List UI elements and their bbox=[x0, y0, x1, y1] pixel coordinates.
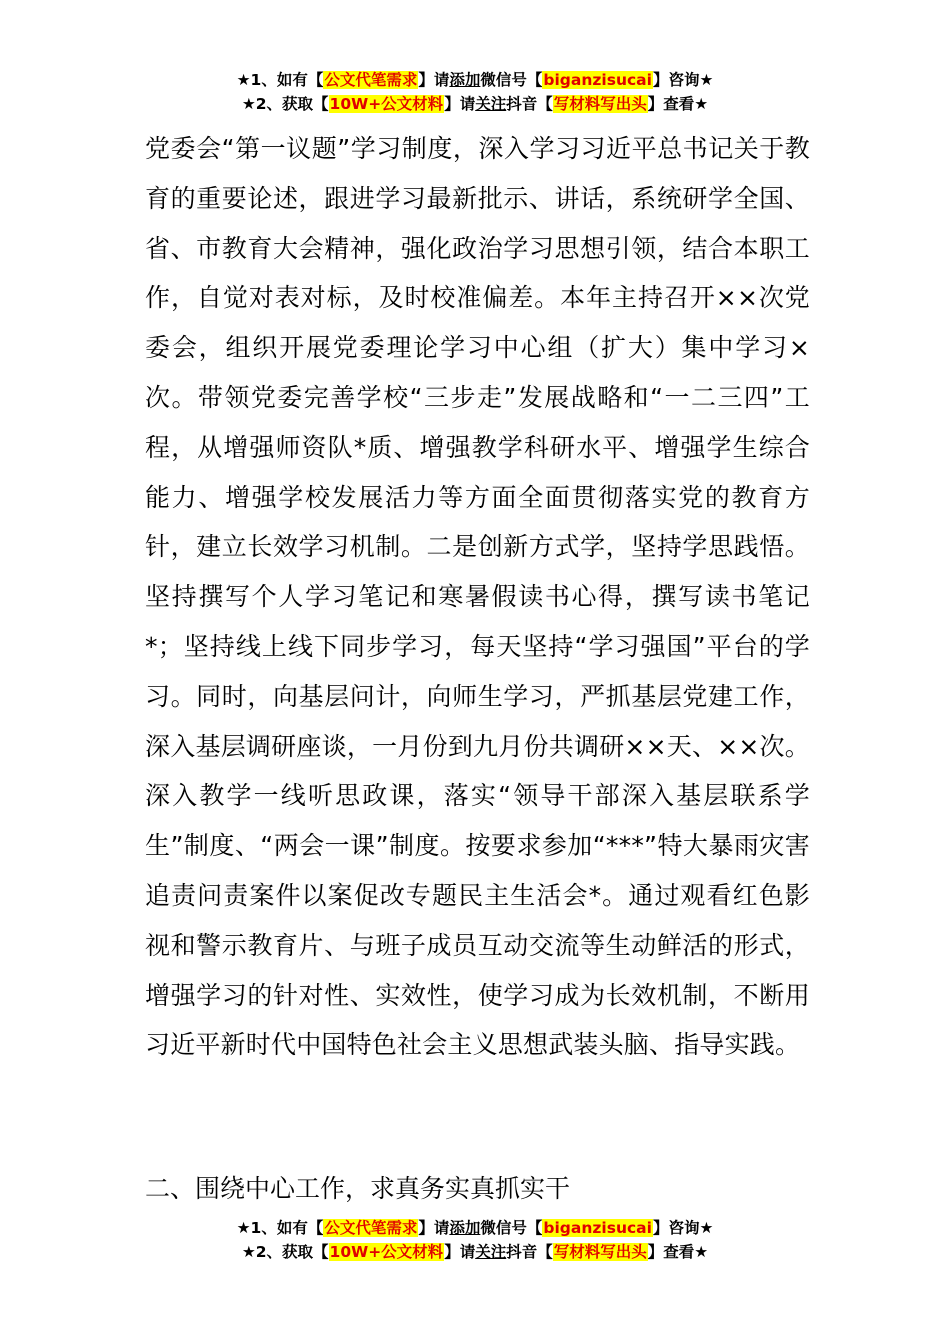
promo-text: ★2、获取【 bbox=[241, 1243, 329, 1261]
promo-text: ★2、获取【 bbox=[241, 95, 329, 113]
promo-line-2 bbox=[0, 1240, 950, 1264]
top-promo-banner bbox=[0, 68, 950, 116]
promo-text: 】请 bbox=[418, 71, 450, 89]
promo-underlined-text: 添加 bbox=[449, 1219, 481, 1237]
promo-text: 】请 bbox=[444, 1243, 476, 1261]
promo-underlined-text: 添加 bbox=[449, 71, 481, 89]
promo-underlined-text: 关注 bbox=[475, 1243, 507, 1261]
promo-wechat-id: biganzisucai bbox=[543, 71, 652, 89]
promo-text: 】咨询★ bbox=[652, 71, 714, 89]
section-heading: 二、围绕中心工作，求真务实真抓实干 bbox=[145, 1174, 571, 1203]
promo-highlight: 公文代笔需求 bbox=[324, 1219, 418, 1237]
promo-line-2 bbox=[0, 92, 950, 116]
promo-highlight: 10W+公文材料 bbox=[329, 1243, 444, 1261]
promo-highlight: 公文代笔需求 bbox=[324, 71, 418, 89]
promo-text: 】请 bbox=[444, 95, 476, 113]
promo-line-1 bbox=[0, 68, 950, 92]
promo-text: 】查看★ bbox=[647, 1243, 709, 1261]
promo-text: 微信号【 bbox=[480, 71, 543, 89]
promo-text: 微信号【 bbox=[480, 1219, 543, 1237]
promo-text: 】咨询★ bbox=[652, 1219, 714, 1237]
promo-highlight: 10W+公文材料 bbox=[329, 95, 444, 113]
promo-douyin-account: 写材料写出头 bbox=[553, 95, 647, 113]
promo-douyin-account: 写材料写出头 bbox=[553, 1243, 647, 1261]
promo-text: ★1、如有【 bbox=[236, 1219, 324, 1237]
promo-text: 抖音【 bbox=[506, 1243, 553, 1261]
promo-text: 抖音【 bbox=[506, 95, 553, 113]
promo-text: 】查看★ bbox=[647, 95, 709, 113]
bottom-promo-banner bbox=[0, 1216, 950, 1264]
promo-line-1 bbox=[0, 1216, 950, 1240]
promo-underlined-text: 关注 bbox=[475, 95, 507, 113]
body-paragraph: 党委会“第一议题”学习制度，深入学习习近平总书记关于教育的重要论述，跟进学习最新批示、讲话，系统研学全国、省、市教育大会精神，强化政治学习思想引领，结合本职工作，自觉对表对标，及时校准偏差。本年主持召开××次党委会，组织开展党委理论学习中心组（扩大）集中学习×次。带领党委完善学校“三步走”发展战略和“一二三四”工程，从增强师资队*质、增强教学科研水平、增强学生综合能力、增强学校发展活力等方面全面贯彻落实党的教育方针，建立长效学习机制。二是创新方式学，坚持学思践悟。坚持撰写个人学习笔记和寒暑假读书心得，撰写读书笔记*；坚持线上线下同步学习，每天坚持“学习强国”平台的学习。同时，向基层问计，向师生学习，严抓基层党建工作，深入基层调研座谈，一月份到九月份共调研××天、××次。深入教学一线听思政课，落实“领导干部深入基层联系学生”制度、“两会一课”制度。按要求参加“***”特大暴雨灾害追责问责案件以案促改专题民主生活会*。通过观看红色影视和警示教育片、与班子成员互动交流等生动鲜活的形式，增强学习的针对性、实效性，使学习成为长效机制，不断用习近平新时代中国特色社会主义思想武装头脑、指导实践。 bbox=[145, 134, 810, 1060]
promo-text: 】请 bbox=[418, 1219, 450, 1237]
promo-text: ★1、如有【 bbox=[236, 71, 324, 89]
promo-wechat-id: biganzisucai bbox=[543, 1219, 652, 1237]
